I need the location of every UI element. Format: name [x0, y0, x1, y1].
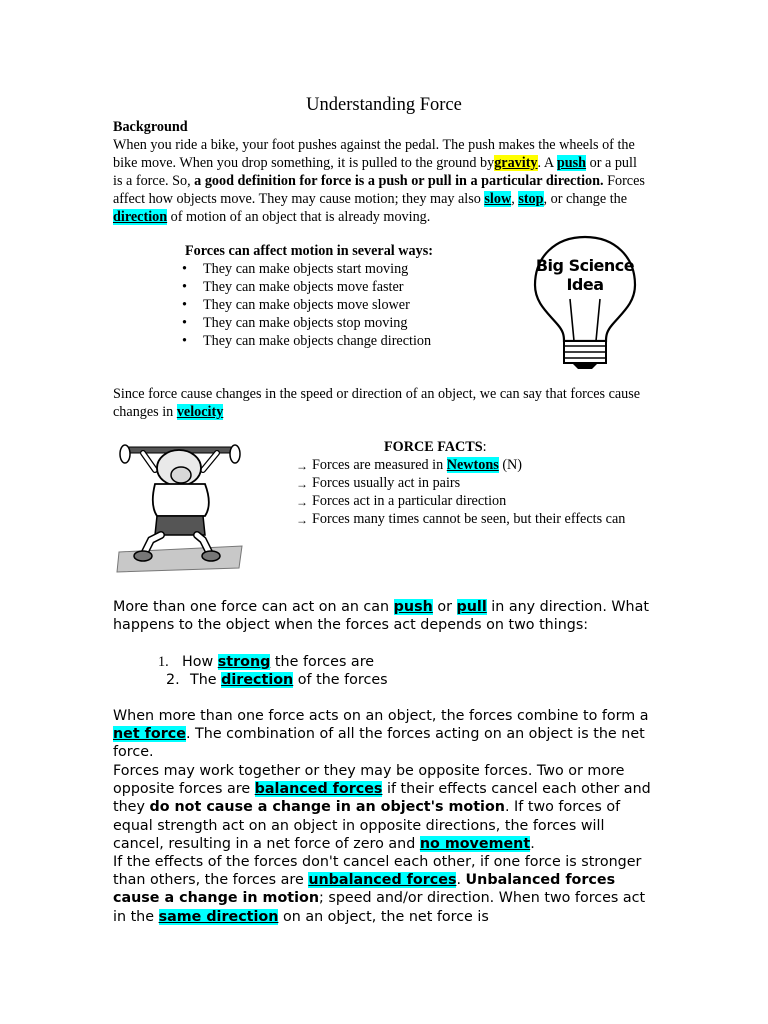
motion-list — [173, 260, 503, 350]
term-strong: strong — [217, 654, 271, 670]
list-item: • They can make objects start moving — [182, 261, 409, 277]
term-net-force: net force — [113, 726, 186, 743]
list-item: • They can make objects move faster — [182, 279, 404, 295]
term-direction: direction — [113, 209, 168, 225]
arrow-icon: → — [296, 513, 308, 527]
motion-heading: Forces can affect motion in several ways: — [185, 243, 433, 259]
list-item: • They can make objects move slower — [182, 297, 410, 313]
term-newtons: Newtons — [446, 457, 499, 473]
term-no-movement: no movement — [419, 835, 531, 852]
page-title: Understanding Force — [306, 95, 462, 115]
more-than-one-paragraph: More than one force can act on an can push or pull in any direction. What happens to the object when the forces act depends on two things: — [113, 599, 649, 634]
arrow-icon: → — [296, 477, 308, 491]
background-paragraph: When you ride a bike, your foot pushes against the pedal. The push makes the wheels of the bike move. When you drop something, it is pulled to the ground bygravity. A push or a pull is a force. So, a good definition for force is a push or pull in a particular direction. Forces affect how objects move. They may cause motion; they may also slow, stop, or change the direction of motion of an object that is already moving. — [113, 137, 645, 225]
term-gravity: gravity — [494, 155, 538, 171]
numbered-item-2: 2. The direction of the forces — [166, 672, 388, 688]
big-idea-line2: Idea — [566, 275, 604, 294]
list-item: → Forces act in a particular direction — [296, 493, 507, 509]
list-item: → Forces usually act in pairs — [296, 475, 461, 491]
term-slow: slow — [484, 191, 512, 207]
term-direction-2: direction — [221, 672, 294, 688]
big-idea-line1: Big Science — [535, 256, 635, 275]
list-item: → Forces are measured in Newtons (N) — [296, 457, 523, 473]
weightlifter-illustration — [113, 440, 248, 580]
velocity-paragraph: Since force cause changes in the speed or direction of an object, we can say that forces cause changes in velocity — [113, 386, 641, 420]
numbered-item-1: 1. How strong the forces are — [158, 654, 375, 670]
arrow-icon: → — [296, 495, 308, 509]
net-force-paragraph: When more than one force acts on an object, the forces combine to form a net force. The combination of all the forces acting on an object is the net force. — [113, 708, 649, 761]
lightbulb-icon — [530, 233, 640, 371]
term-push-2: push — [393, 599, 433, 615]
arrow-icon: → — [296, 459, 308, 473]
list-item: • They can make objects change direction — [182, 333, 432, 349]
force-facts-heading: FORCE FACTS: — [384, 439, 487, 455]
force-facts-list — [296, 456, 636, 528]
term-velocity: velocity — [176, 404, 224, 420]
term-stop: stop — [518, 191, 544, 207]
term-unbalanced-forces: unbalanced forces — [308, 872, 457, 889]
background-heading: Background — [113, 119, 188, 135]
term-pull: pull — [456, 599, 487, 615]
list-item: • They can make objects stop moving — [182, 315, 408, 331]
term-push: push — [556, 155, 587, 171]
term-same-direction: same direction — [158, 908, 279, 925]
background-section — [113, 118, 648, 226]
balanced-forces-paragraph: Forces may work together or they may be opposite forces. Two or more opposite forces are balanced forces if their effects cancel each other and they do not cause a change in an object's motion. If two forces of equal strength act on an object in opposite directions, the forces will cancel, resulting in a net force of zero and no movement. If the effects of the forces don't cancel each other, if one force is stronger than others, the forces are unbalanced forces. Unbalanced forces cause a change in motion; speed and/or direction. When two forces act in the same direction on an object, the net force is — [113, 763, 651, 925]
list-item: → Forces many times cannot be seen, but their effects can — [296, 511, 626, 527]
term-balanced-forces: balanced forces — [254, 781, 383, 798]
